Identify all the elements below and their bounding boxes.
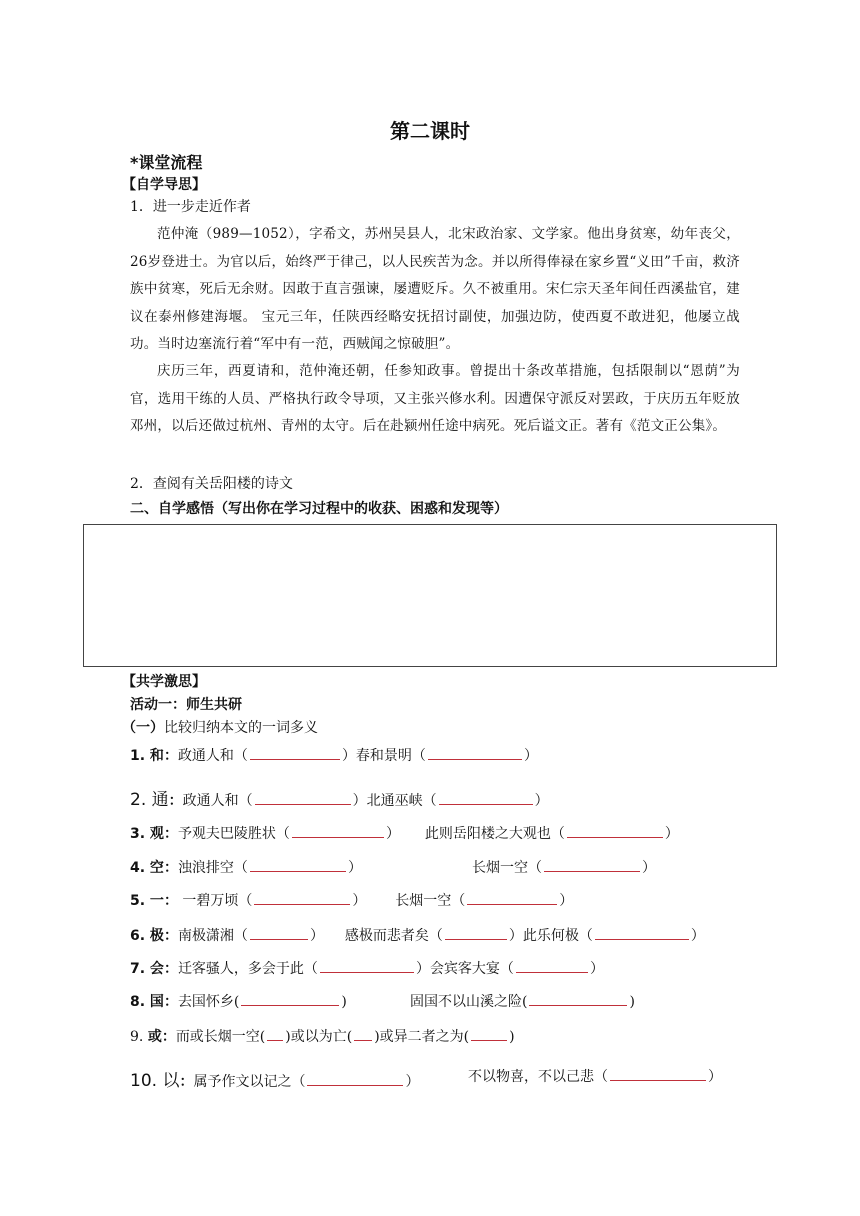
- reflection-heading: 二、自学感悟（写出你在学习过程中的收获、困惑和发现等）: [130, 501, 508, 517]
- answer-blank[interactable]: [516, 958, 588, 973]
- answer-blank[interactable]: [529, 991, 627, 1006]
- answer-blank[interactable]: [595, 925, 689, 940]
- answer-blank[interactable]: [250, 857, 346, 872]
- part-1-text: 比较归纳本文的一词多义: [164, 720, 318, 736]
- answer-blank[interactable]: [320, 958, 414, 973]
- item-2: 2．查阅有关岳阳楼的诗文: [130, 476, 293, 492]
- question-10: 10. 以：属予作文以记之（ ）: [130, 1071, 420, 1091]
- item-1: 1．进一步走近作者: [130, 199, 251, 215]
- answer-blank[interactable]: [567, 823, 663, 838]
- answer-blank[interactable]: [445, 925, 507, 940]
- shared-study-heading: 【共学激思】: [122, 674, 206, 690]
- question-10-number: 10. 以: [130, 1071, 180, 1091]
- answer-blank[interactable]: [267, 1026, 283, 1041]
- activity-1-heading: 活动一：师生共研: [130, 697, 242, 713]
- answer-blank[interactable]: [250, 745, 340, 760]
- answer-blank[interactable]: [255, 790, 351, 805]
- question-1: 1. 和：政通人和（ ）春和景明（ ）: [130, 745, 538, 765]
- answer-blank[interactable]: [254, 890, 350, 905]
- answer-blank[interactable]: [250, 925, 308, 940]
- answer-blank[interactable]: [471, 1026, 507, 1041]
- answer-blank[interactable]: [307, 1071, 403, 1086]
- question-8: 8. 国：去国怀乡( ): [130, 991, 347, 1011]
- question-9: 9. 或：而或长烟一空( )或以为亡( )或异二者之为( ): [130, 1026, 515, 1046]
- question-3-number: 3. 观: [130, 826, 164, 842]
- question-5: 5. 一： 一碧万顷（ ） 长烟一空（ ）: [130, 890, 573, 910]
- answer-blank[interactable]: [354, 1026, 372, 1041]
- answer-blank[interactable]: [439, 790, 533, 805]
- answer-blank[interactable]: [292, 823, 384, 838]
- question-2-number: 2. 通: [130, 790, 169, 810]
- part-1-label: （一）: [122, 720, 164, 736]
- question-2: 2. 通：政通人和（ ）北通巫峡（ ）: [130, 790, 549, 810]
- self-study-heading: 【自学导思】: [122, 177, 206, 193]
- question-4: 4. 空：浊浪排空（ ）: [130, 857, 362, 877]
- question-9-number: 或: [147, 1029, 162, 1045]
- part-1-heading: [122, 717, 318, 737]
- question-4-part-2: 长烟一空（ ）: [472, 857, 656, 877]
- answer-blank[interactable]: [241, 991, 339, 1006]
- answer-blank[interactable]: [544, 857, 640, 872]
- question-8-part-2: 固国不以山溪之险( ): [410, 991, 635, 1011]
- question-6-number: 6. 极: [130, 928, 164, 944]
- answer-blank[interactable]: [610, 1066, 706, 1081]
- answer-blank[interactable]: [428, 745, 522, 760]
- question-4-number: 4. 空: [130, 860, 164, 876]
- author-bio-paragraph-2: 庆历三年，西夏请和，范仲淹还朝，任参知政事。曾提出十条改革措施，包括限制以“恩荫”为官，选用干练的人员、严格执行政令导项，又主张兴修水利。因遭保守派反对罢政，于庆历五年贬放邓州，以后还做过杭州、青州的太守。后在赴颍州任途中病死。死后谥文正。著有《范文正公集》。: [130, 363, 740, 434]
- answer-blank[interactable]: [467, 890, 557, 905]
- reflection-answer-box[interactable]: [83, 524, 777, 667]
- question-10-part-2: 不以物喜，不以己悲（ ）: [468, 1066, 722, 1086]
- flow-heading: *课堂流程: [130, 153, 203, 172]
- author-bio-paragraph-1: 范仲淹（989—1052），字希文，苏州吴县人，北宋政治家、文学家。他出身贫寒，幼年丧父，26岁登进士。为官以后，始终严于律己，以人民疾苦为念。并以所得俸禄在家乡置“义田”千亩，救济族中贫寒，死后无余财。因敢于直言强谏，屡遭贬斥。久不被重用。宋仁宗天圣年间任西溪盐官，建议在泰州修建海堰。 宝元三年，任陕西经略安抚招讨副使，加强边防，使西夏不敢进犯，他屡立战功。当时边塞流行着“军中有一范，西贼闻之惊破胆”。: [130, 226, 740, 352]
- page-title: 第二课时: [390, 119, 470, 143]
- question-7-number: 7. 会: [130, 961, 164, 977]
- question-7: 7. 会：迁客骚人，多会于此（ ）会宾客大宴（ ）: [130, 958, 604, 978]
- question-5-number: 5. 一: [130, 893, 164, 909]
- question-3: 3. 观：予观夫巴陵胜状（ ） 此则岳阳楼之大观也（ ）: [130, 823, 679, 843]
- question-8-number: 8. 国: [130, 994, 164, 1010]
- question-6: 6. 极：南极潇湘（ ） 感极而悲者矣（ ）此乐何极（ ）: [130, 925, 705, 945]
- question-1-number: 1. 和: [130, 748, 164, 764]
